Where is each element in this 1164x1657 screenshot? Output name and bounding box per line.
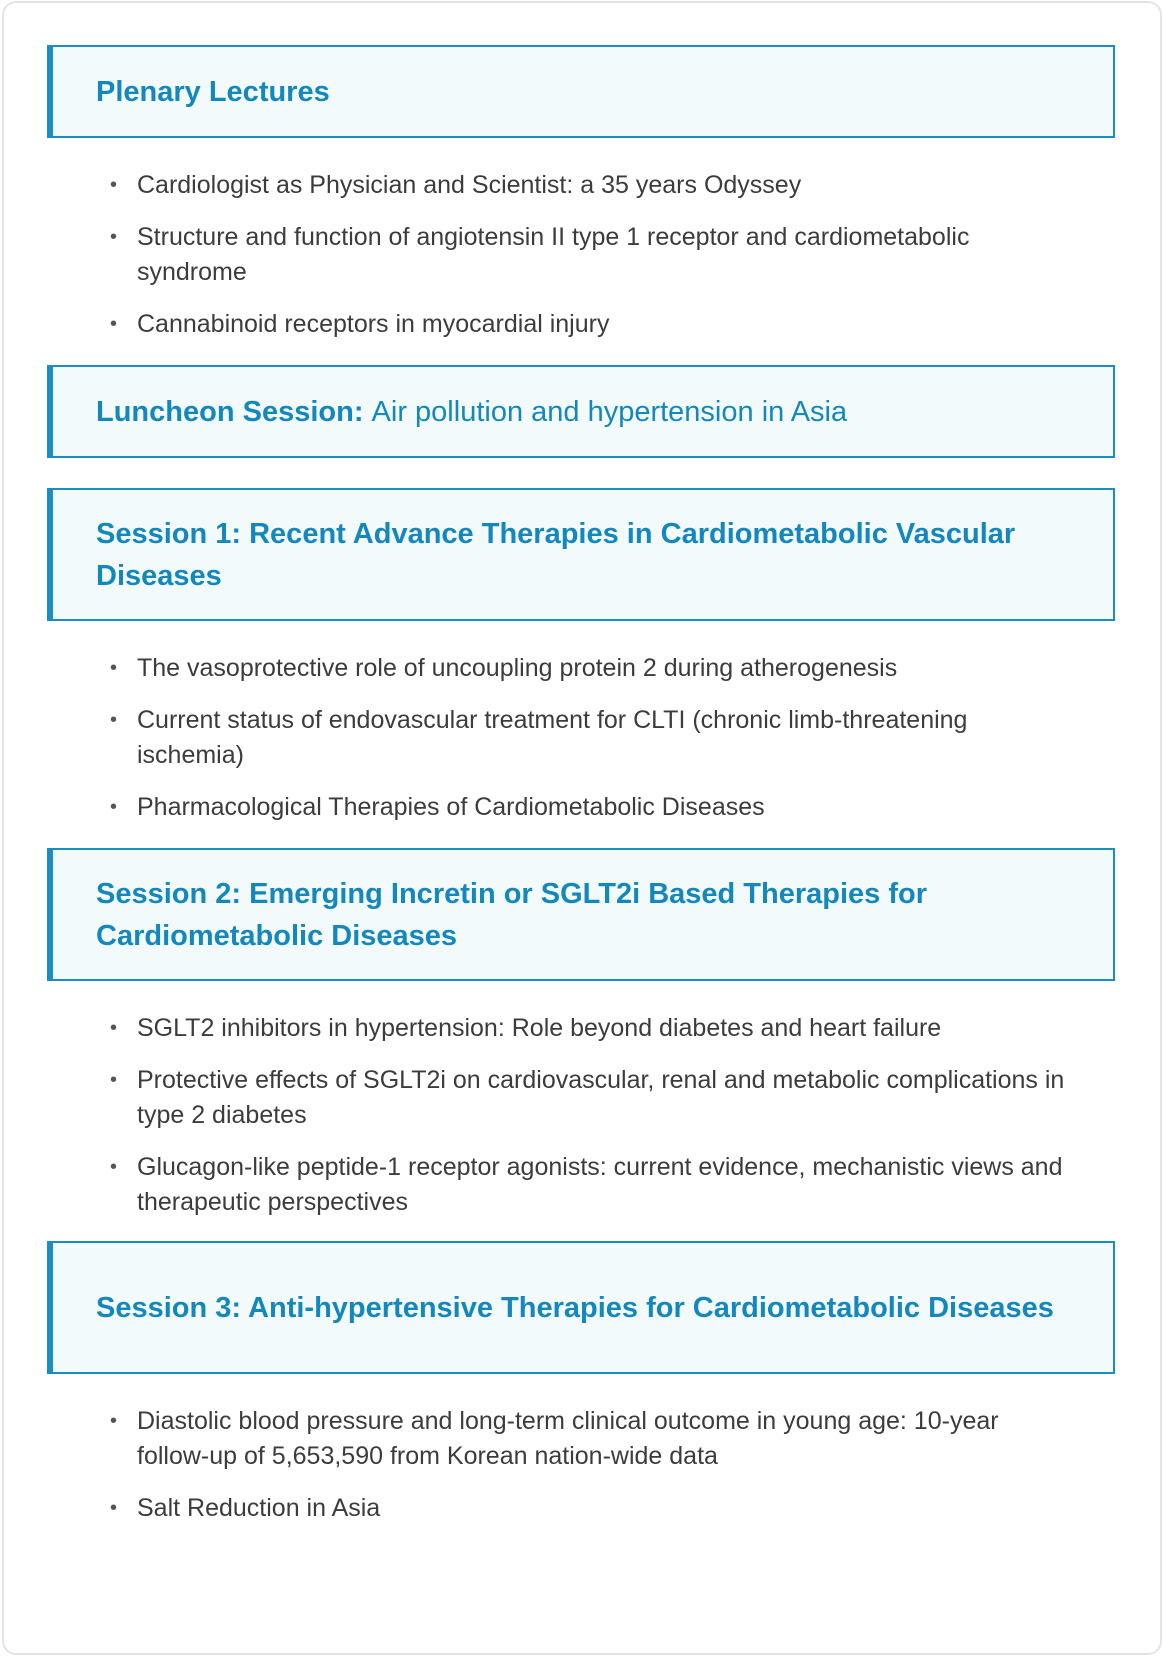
session-title: Plenary Lectures: [96, 75, 330, 108]
session-title: Session 2: Emerging Incretin or SGLT2i Based Therapies for Cardiometabolic Diseases: [96, 877, 928, 952]
talk-title: Cardiologist as Physician and Scientist: a 35 years Odyssey: [137, 171, 802, 199]
talk-list-session-2: [110, 1011, 1070, 1237]
talk-title: Pharmacological Therapies of Cardiometabolic Diseases: [137, 793, 765, 821]
session-title: Session 1: Recent Advance Therapies in Cardiometabolic Vascular Diseases: [96, 517, 1016, 592]
session-title: Session 3: Anti-hypertensive Therapies for Cardiometabolic Diseases: [96, 1291, 1054, 1324]
session-header-2: [47, 848, 1115, 981]
list-item: [110, 220, 1070, 290]
list-item: [110, 168, 1070, 203]
bullet-icon: •: [110, 1410, 118, 1432]
talk-title: Structure and function of angiotensin II type 1 receptor and cardiometabolic syndrome: [137, 223, 970, 286]
bullet-icon: •: [110, 1156, 118, 1178]
list-item: [110, 1063, 1070, 1133]
bullet-icon: •: [110, 313, 118, 335]
list-item: [110, 1491, 1070, 1526]
session-heading: [96, 391, 847, 433]
list-item: [110, 703, 1070, 773]
talk-title: SGLT2 inhibitors in hypertension: Role beyond diabetes and heart failure: [137, 1014, 942, 1042]
list-item: [110, 307, 1070, 342]
bullet-icon: •: [110, 796, 118, 818]
list-item: [110, 1011, 1070, 1046]
bullet-icon: •: [110, 1069, 118, 1091]
talk-list-session-3: [110, 1404, 1070, 1543]
bullet-icon: •: [110, 709, 118, 731]
list-item: [110, 1150, 1070, 1220]
bullet-icon: •: [110, 657, 118, 679]
talk-title: Glucagon-like peptide-1 receptor agonists: current evidence, mechanistic views and therapeutic perspectives: [137, 1153, 1063, 1216]
talk-title: Diastolic blood pressure and long-term clinical outcome in young age: 10-year follow-up of 5,653,590 from Korean nation-wide data: [137, 1407, 999, 1470]
talk-title: Salt Reduction in Asia: [137, 1494, 381, 1522]
bullet-icon: •: [110, 226, 118, 248]
list-item: [110, 651, 1070, 686]
bullet-icon: •: [110, 1497, 118, 1519]
session-header-3: [47, 1241, 1115, 1374]
session-subtitle: Air pollution and hypertension in Asia: [371, 395, 848, 428]
talk-title: Protective effects of SGLT2i on cardiovascular, renal and metabolic complications in type 2 diabetes: [137, 1066, 1065, 1129]
list-item: [110, 1404, 1070, 1474]
talk-title: Current status of endovascular treatment for CLTI (chronic limb-threatening ischemia): [137, 706, 968, 769]
session-title: Luncheon Session:: [96, 395, 364, 428]
session-header-luncheon: [47, 365, 1115, 458]
session-header-1: [47, 488, 1115, 621]
talk-list-session-1: [110, 651, 1070, 842]
session-header-plenary: [47, 45, 1115, 138]
talk-title: Cannabinoid receptors in myocardial injury: [137, 310, 610, 338]
bullet-icon: •: [110, 174, 118, 196]
bullet-icon: •: [110, 1017, 118, 1039]
talk-list-plenary: [110, 168, 1070, 359]
talk-title: The vasoprotective role of uncoupling protein 2 during atherogenesis: [137, 654, 898, 682]
list-item: [110, 790, 1070, 825]
